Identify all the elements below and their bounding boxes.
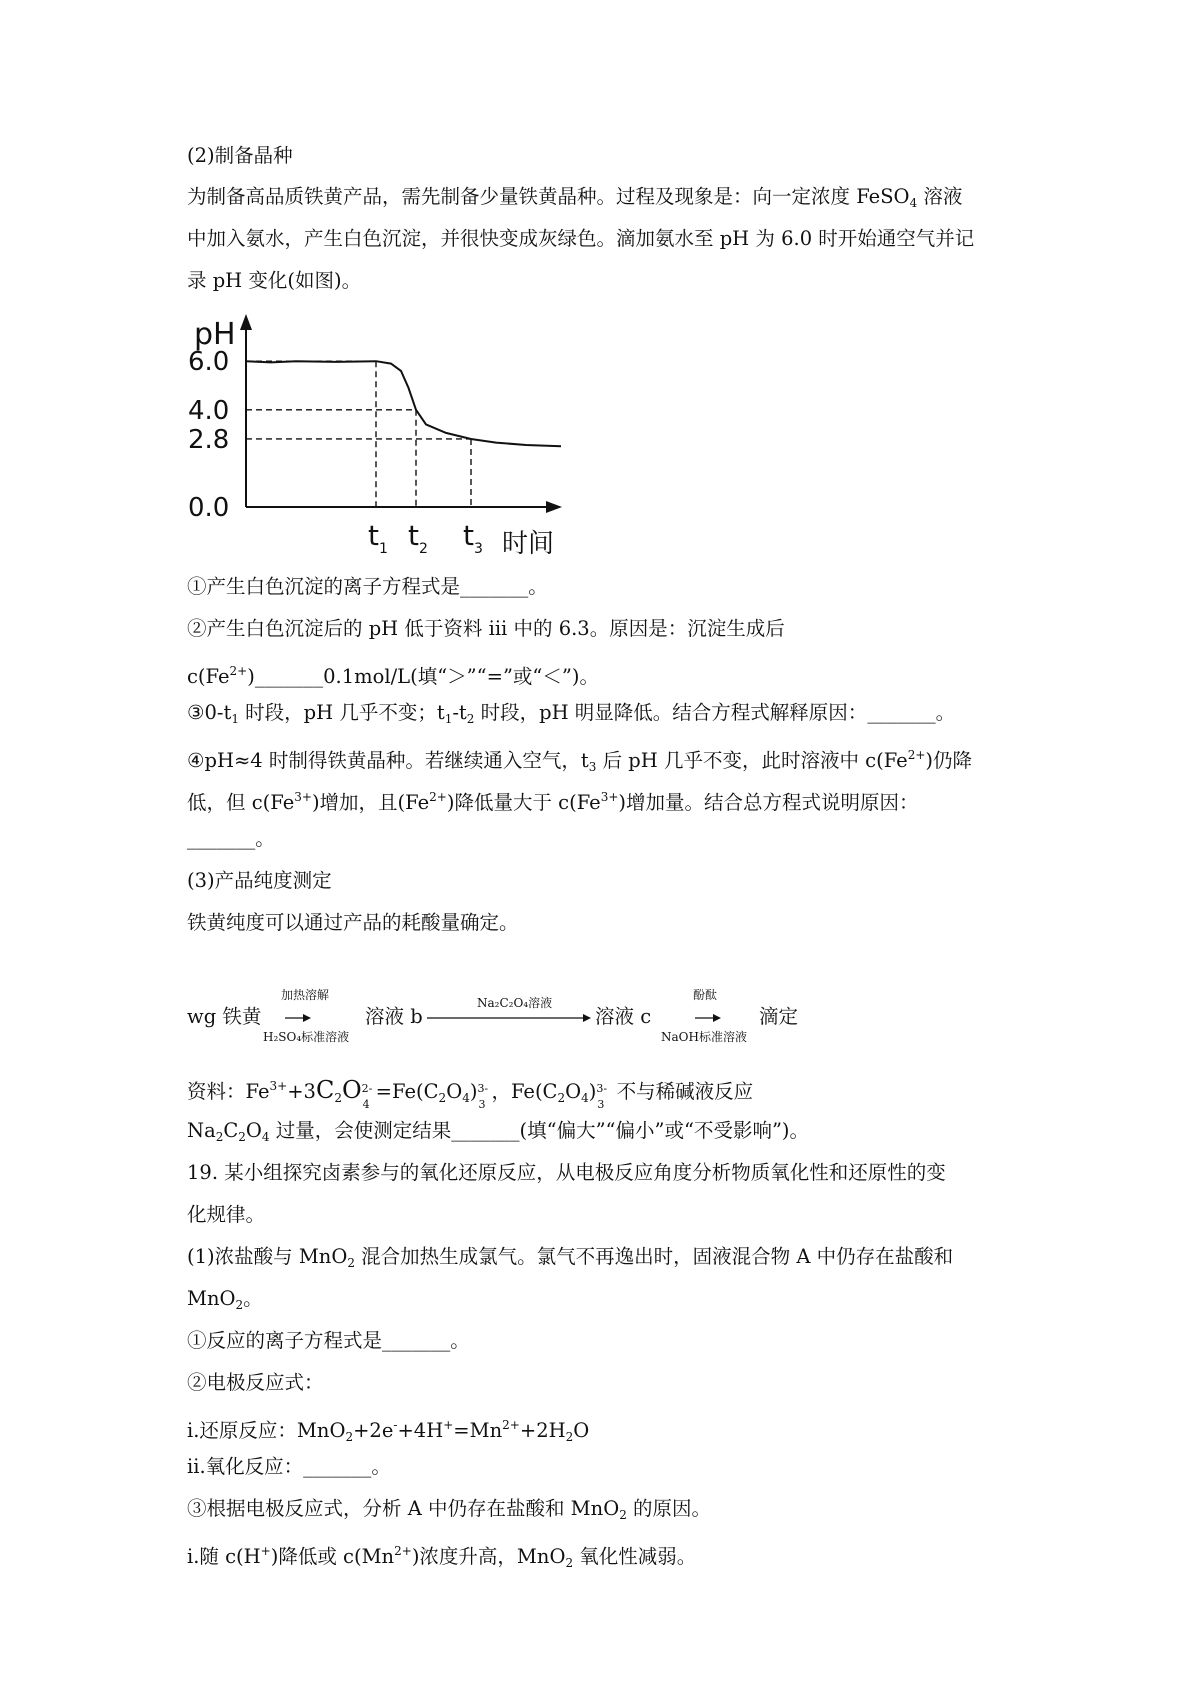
arrow-3	[695, 1014, 721, 1022]
question-excess: $Na_2C_2O_4$ 过量，会使测定结果_______(填“偏大”“偏小”或“不受影响”)。	[187, 1119, 810, 1144]
arrow3-bottom-label: NaOH标准溶液	[661, 1030, 747, 1044]
ph-time-chart	[186, 312, 566, 562]
arrow-1	[285, 1014, 311, 1022]
section-heading: (3)产品纯度测定	[187, 869, 332, 892]
guide-lines	[246, 361, 471, 507]
question-4-line3: _______。	[187, 827, 275, 850]
titration-scheme	[187, 985, 907, 1047]
question-2: ②产生白色沉淀后的 pH 低于资料 iii 中的 6.3。原因是：沉淀生成后	[187, 617, 785, 640]
reduction-equation: i.还原反应：$MnO_2+2e^-+4H^+=Mn^{2+}+2H_2O$	[187, 1418, 590, 1444]
answer-blank[interactable]: _______	[382, 1329, 451, 1352]
answer-blank[interactable]: _______	[460, 575, 529, 598]
x-ticks	[368, 519, 483, 557]
answer-blank[interactable]: _______	[867, 701, 936, 724]
question-19-sub2: ②电极反应式：	[187, 1371, 324, 1394]
x-tick-label: $t_3$	[463, 519, 483, 557]
question-19-sub3-i: i.随 c(H+)降低或 $c(Mn^{2+})$浓度升高，MnO$_2$ 氧化性减弱。	[187, 1544, 697, 1570]
paragraph-line: 为制备高品质铁黄产品，需先制备少量铁黄晶种。过程及现象是：向一定浓度 FeSO$_4$ 溶液	[187, 185, 963, 210]
question-19-sub3: ③根据电极反应式，分析 A 中仍存在盐酸和 MnO$_2$ 的原因。	[187, 1497, 712, 1522]
question-19-part1: (1)浓盐酸与 MnO$_2$ 混合加热生成氯气。氯气不再逸出时，固液混合物 A 中仍存在盐酸和	[187, 1245, 954, 1270]
paragraph-line: 中加入氨水，产生白色沉淀，并很快变成灰绿色。滴加氨水至 pH 为 6.0 时开始通空气并记	[187, 227, 975, 250]
y-tick-label: 6.0	[188, 347, 230, 378]
charge-fraction: 3- 3	[596, 1081, 608, 1111]
x-tick-label: $t_1$	[368, 519, 388, 557]
arrow-2	[427, 1014, 591, 1022]
paragraph-line: 录 pH 变化(如图)。	[187, 269, 362, 292]
question-19-line2: 化规律。	[187, 1203, 266, 1226]
ph-curve-line	[246, 361, 561, 446]
question-19-part1-line2: MnO$_2$。	[187, 1287, 263, 1312]
answer-blank[interactable]: _______	[187, 827, 256, 850]
reference-info: 资料：$Fe^{3+}+3C_2O$ 2- 4 $=Fe(C_2O_4)$ 3- 3 ，$Fe(C_2O_4)$ 3- 3 不与稀碱液反应	[187, 1076, 754, 1111]
answer-blank[interactable]: _______	[303, 1455, 372, 1478]
y-axis-label: pH	[194, 317, 236, 352]
question-1: ①产生白色沉淀的离子方程式是_______。	[187, 575, 548, 598]
scheme-solution-b: 溶液 b	[365, 1005, 423, 1028]
charge-fraction: 3- 3	[477, 1081, 489, 1111]
axes	[240, 314, 562, 513]
arrow1-bottom-label: H₂SO₄标准溶液	[263, 1030, 350, 1044]
section-heading: (2)制备晶种	[187, 144, 293, 167]
oxidation-equation: ii.氧化反应：_______。	[187, 1455, 391, 1478]
answer-blank[interactable]: _______	[451, 1119, 520, 1142]
arrow1-top-label: 加热溶解	[281, 988, 330, 1002]
question-2-line2: $c(Fe^{2+})\_\_\_\_\_\_\_0.1mol/L$(填“＞”“=”或“＜”)。	[187, 664, 599, 688]
scheme-start: wg 铁黄	[187, 1005, 262, 1028]
question-4: ④pH≈4 时制得铁黄晶种。若继续通入空气，$t_3$ 后 pH 几乎不变，此时溶液中 $c(Fe^{2+})$仍降	[187, 748, 973, 774]
question-19-sub1: ①反应的离子方程式是_______。	[187, 1329, 470, 1352]
paragraph-line: 铁黄纯度可以通过产品的耗酸量确定。	[187, 911, 519, 934]
charge-fraction: 2- 4	[361, 1081, 373, 1111]
y-tick-label: 4.0	[188, 395, 230, 426]
question-19: 19. 某小组探究卤素参与的氧化还原反应，从电极反应角度分析物质氧化性和还原性的变	[187, 1161, 946, 1184]
x-axis-label: 时间	[502, 529, 555, 559]
y-tick-label: 2.8	[188, 424, 230, 455]
arrow3-top-label: 酚酞	[693, 988, 718, 1002]
scheme-solution-c: 溶液 c	[595, 1005, 652, 1028]
y-ticks	[188, 347, 229, 523]
y-tick-label: 0.0	[188, 493, 230, 523]
question-4-line2: 低，但 $c(Fe^{3+})$增加，且$(Fe^{2+})$降低量大于 $c(Fe^{3+})$增加量。结合总方程式说明原因：	[187, 790, 919, 814]
arrow2-top-label: Na₂C₂O₄溶液	[477, 996, 553, 1010]
scheme-end: 滴定	[759, 1005, 799, 1028]
x-tick-label: $t_2$	[408, 519, 428, 557]
answer-blank[interactable]: _______	[254, 665, 324, 688]
question-3: $③0-t_1$ 时段，pH 几乎不变；$t_1-t_2$ 时段，pH 明显降低。结合方程式解释原因：_______。	[187, 701, 956, 726]
